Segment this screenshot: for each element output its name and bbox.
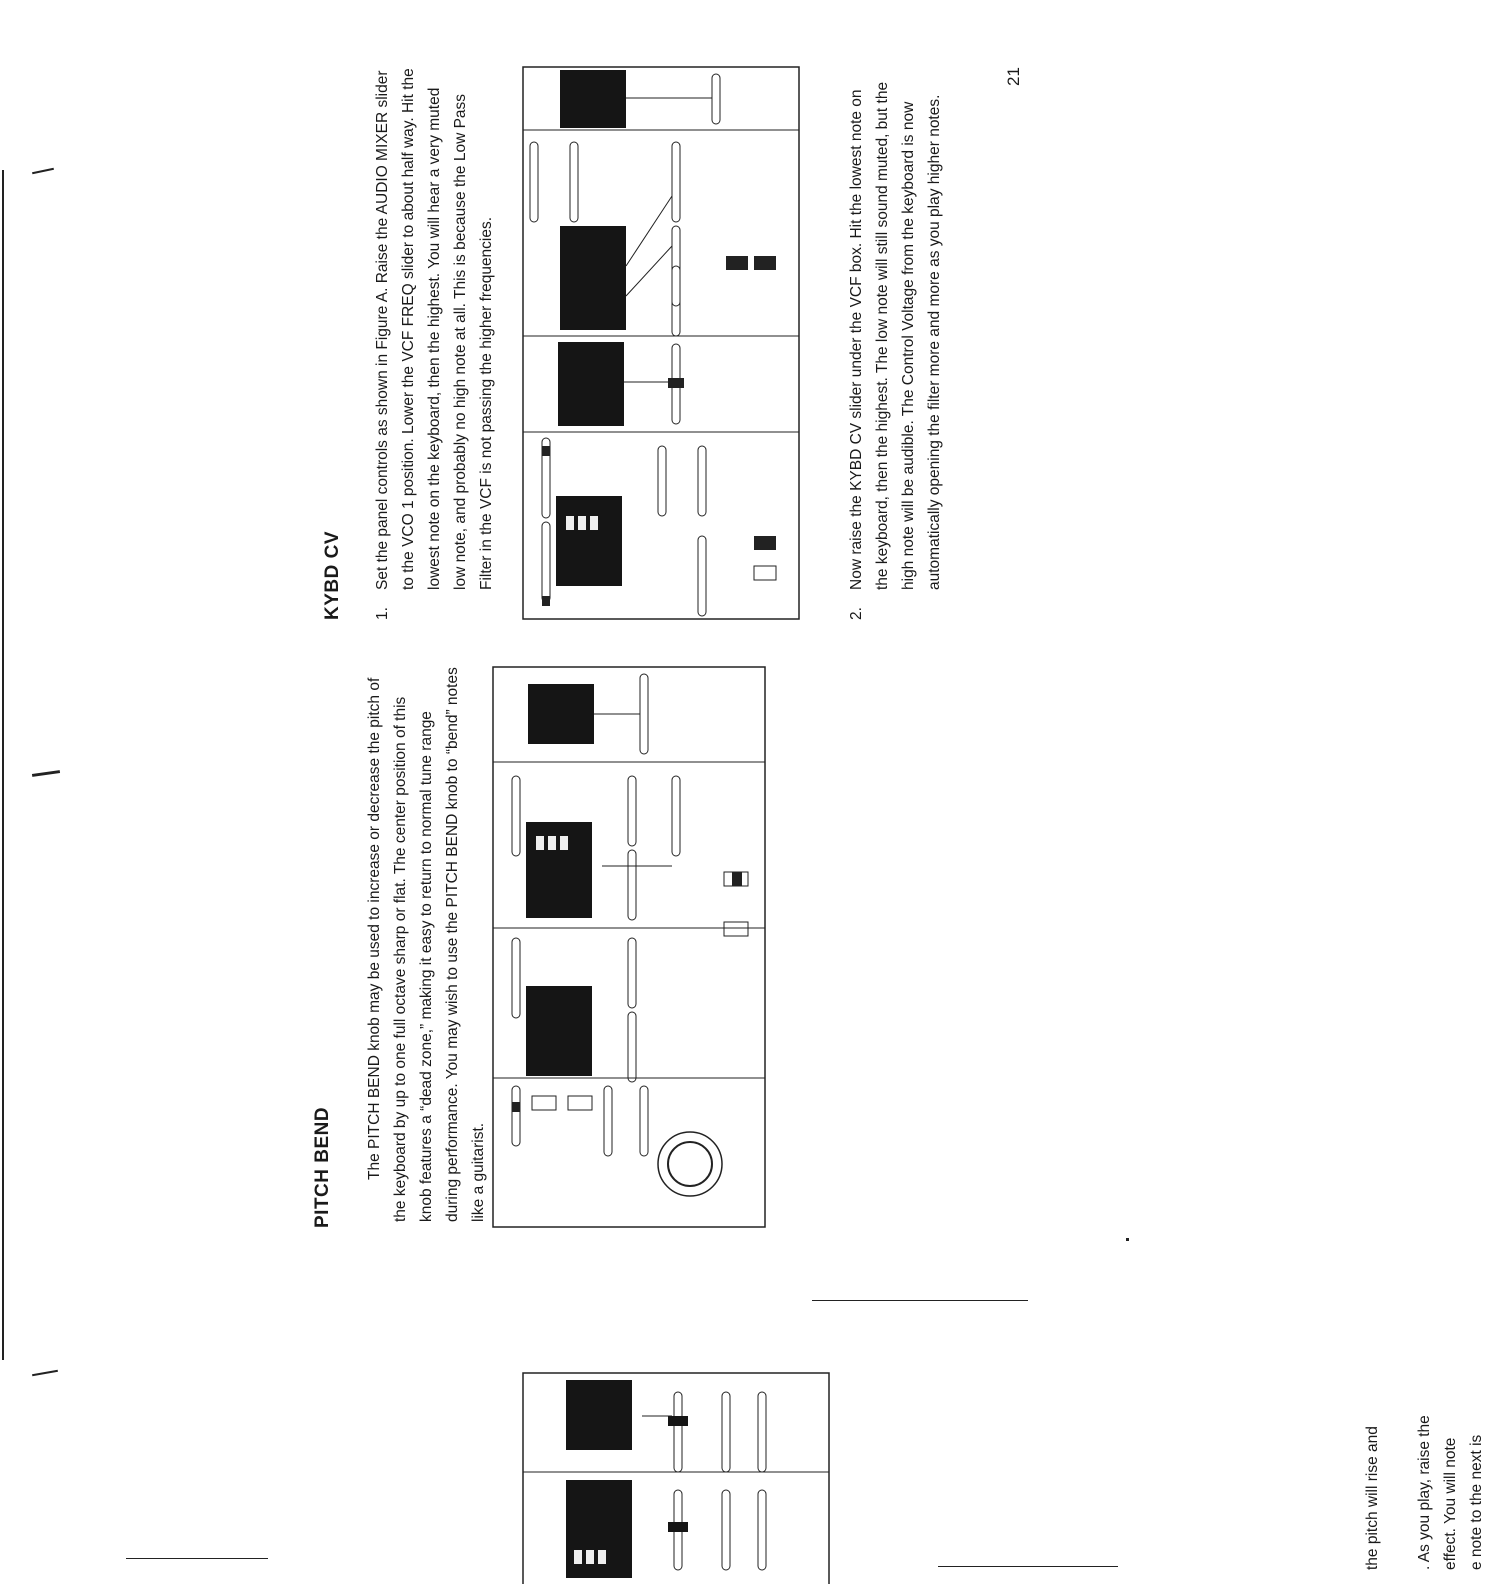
kybd-cv-step-2 [844,64,948,620]
scan-mark [32,770,60,777]
scan-mark [32,1370,58,1376]
fragment-panel-diagram [522,1372,830,1584]
fragment-line: effect. You will note [1442,1437,1459,1570]
step-text: Now raise the KYBD CV slider under the VCF box. Hit the lowest note on the keyboard, then the highest. The low note will still sound muted, but the high note will be audible. The Control Voltage from the keyboard is now automatically opening the filter more and more as you play higher notes. [848,81,943,590]
lfo-box [528,684,594,744]
vco2-box [526,822,592,918]
kybd-cv-step-1 [370,64,500,620]
step-number: 1. [374,607,391,620]
section-rule [812,1300,1028,1301]
fragment-rule [126,1558,268,1559]
fragment-rule [938,1566,1118,1567]
step-text: Set the panel controls as shown in Figure A. Raise the AUDIO MIXER slider to the VCO 1 position. Lower the VCF FREQ slider to about half way. Hit the lowest note on the keyboard, then the highest. You will hear a very muted low note, and probably no high note at all. This is because the Low Pass Filter in the VCF is not passing the higher frequencies. [374,68,495,590]
section-heading-pitch-bend: PITCH BEND [312,1106,333,1228]
pitch-bend-text: The PITCH BEND knob may be used to increase or decrease the pitch of the keyboard by up to one full octave sharp or flat. The center position of this knob features a “dead zone,” making it easy to return to normal tune range during performance. You may wish to use the PITCH BEND knob to “bend” notes like a guitarist. [366,667,487,1222]
fragment-line: e note to the next is [1468,1434,1485,1570]
kybd-cv-panel-diagram [522,66,800,620]
section-heading-kybd-cv: KYBD CV [322,530,343,620]
fragment-line: . As you play, raise the [1416,1415,1433,1570]
lfo-box [558,342,624,426]
vco2-box [556,496,622,586]
scan-dot [1126,1238,1129,1241]
pitch-bend-paragraph [362,666,492,1222]
step-number: 2. [848,607,865,620]
vco1-box [526,986,592,1076]
page-edge-line [2,170,4,1360]
vca-box [560,70,626,128]
fragment-line: the pitch will rise and [1364,1426,1381,1570]
vcf-box [560,226,626,330]
page-number: 21 [1004,67,1023,86]
scan-mark [32,168,54,175]
pitch-bend-panel-diagram [492,666,766,1228]
